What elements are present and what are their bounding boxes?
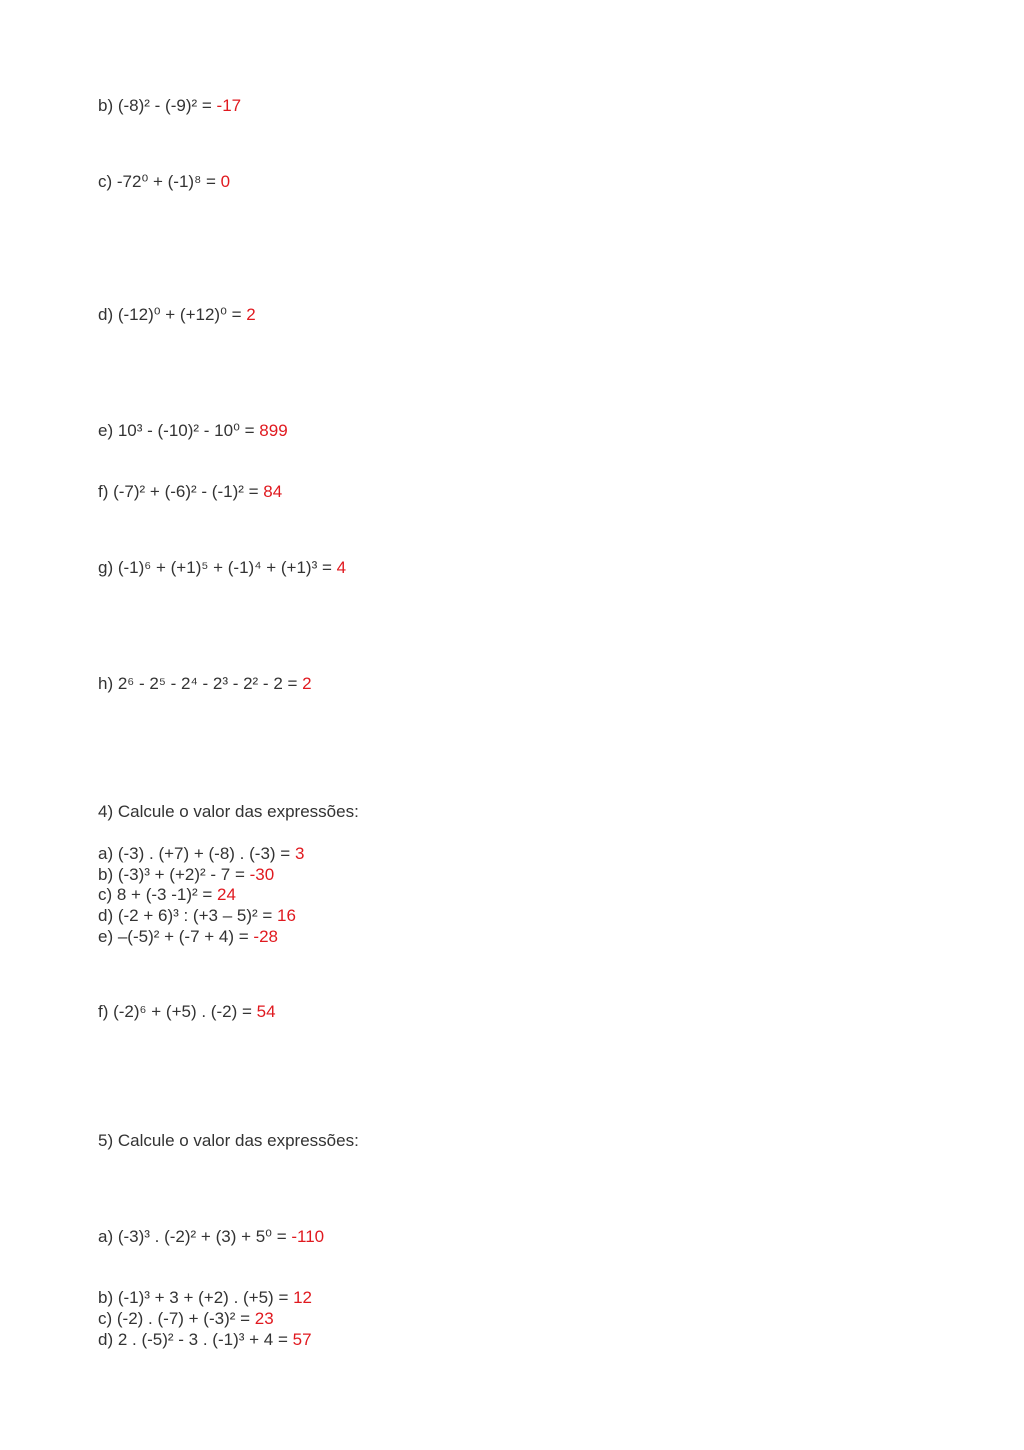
exercise-line xyxy=(98,1308,274,1329)
answer-text: 24 xyxy=(217,885,236,904)
expression-text: h) 2⁶ - 2⁵ - 2⁴ - 2³ - 2² - 2 = xyxy=(98,674,303,693)
exercise-line xyxy=(98,905,296,926)
expression-text: b) (-3)³ + (+2)² - 7 = xyxy=(98,865,250,884)
exercise-line xyxy=(98,1287,312,1308)
answer-text: 4 xyxy=(336,558,347,577)
exercise-line xyxy=(98,1226,324,1247)
expression-text: b) (-8)² - (-9)² = xyxy=(98,96,217,115)
answer-text: 12 xyxy=(293,1288,313,1307)
section-heading xyxy=(98,801,359,822)
exercise-line xyxy=(98,1001,276,1022)
answer-text: 54 xyxy=(256,1002,276,1021)
answer-text: 899 xyxy=(259,421,288,440)
answer-text: 84 xyxy=(263,482,283,501)
expression-text: e) 10³ - (-10)² - 10⁰ = xyxy=(98,421,260,440)
exercise-line xyxy=(98,304,256,325)
answer-text: 0 xyxy=(220,172,231,191)
answer-text: 16 xyxy=(277,906,296,925)
expression-text: d) (-2 + 6)³ : (+3 – 5)² = xyxy=(98,906,278,925)
exercise-line xyxy=(98,481,282,502)
answer-text: -110 xyxy=(291,1227,325,1246)
expression-text: e) –(-5)² + (-7 + 4) = xyxy=(98,927,254,946)
exercise-line xyxy=(98,1329,312,1350)
expression-text: f) (-7)² + (-6)² - (-1)² = xyxy=(98,482,264,501)
heading-text: 4) Calcule o valor das expressões: xyxy=(98,802,359,821)
section-heading xyxy=(98,1130,359,1151)
answer-text: 23 xyxy=(254,1309,274,1328)
expression-text: f) (-2)⁶ + (+5) . (-2) = xyxy=(98,1002,257,1021)
answer-text: -17 xyxy=(216,96,242,115)
expression-text: g) (-1)⁶ + (+1)⁵ + (-1)⁴ + (+1)³ = xyxy=(98,558,337,577)
expression-text: c) -72⁰ + (-1)⁸ = xyxy=(98,172,221,191)
exercise-line xyxy=(98,926,278,947)
heading-text: 5) Calcule o valor das expressões: xyxy=(98,1131,359,1150)
expression-text: a) (-3)³ . (-2)² + (3) + 5⁰ = xyxy=(98,1227,292,1246)
expression-text: b) (-1)³ + 3 + (+2) . (+5) = xyxy=(98,1288,294,1307)
answer-text: 57 xyxy=(292,1330,312,1349)
answer-text: 2 xyxy=(302,674,312,693)
answer-text: -30 xyxy=(249,865,275,884)
exercise-line xyxy=(98,420,288,441)
answer-text: -28 xyxy=(253,927,278,946)
expression-text: d) (-12)⁰ + (+12)⁰ = xyxy=(98,305,247,324)
exercise-line xyxy=(98,95,241,116)
expression-text: c) (-2) . (-7) + (-3)² = xyxy=(98,1309,255,1328)
answer-text: 2 xyxy=(246,305,256,324)
expression-text: a) (-3) . (+7) + (-8) . (-3) = xyxy=(98,844,295,863)
exercise-line xyxy=(98,864,274,885)
exercise-line xyxy=(98,843,304,864)
exercise-line xyxy=(98,673,312,694)
expression-text: d) 2 . (-5)² - 3 . (-1)³ + 4 = xyxy=(98,1330,293,1349)
answer-text: 3 xyxy=(294,844,305,863)
exercise-line xyxy=(98,171,230,192)
exercise-line xyxy=(98,557,346,578)
expression-text: c) 8 + (-3 -1)² = xyxy=(98,885,218,904)
exercise-line xyxy=(98,884,236,905)
